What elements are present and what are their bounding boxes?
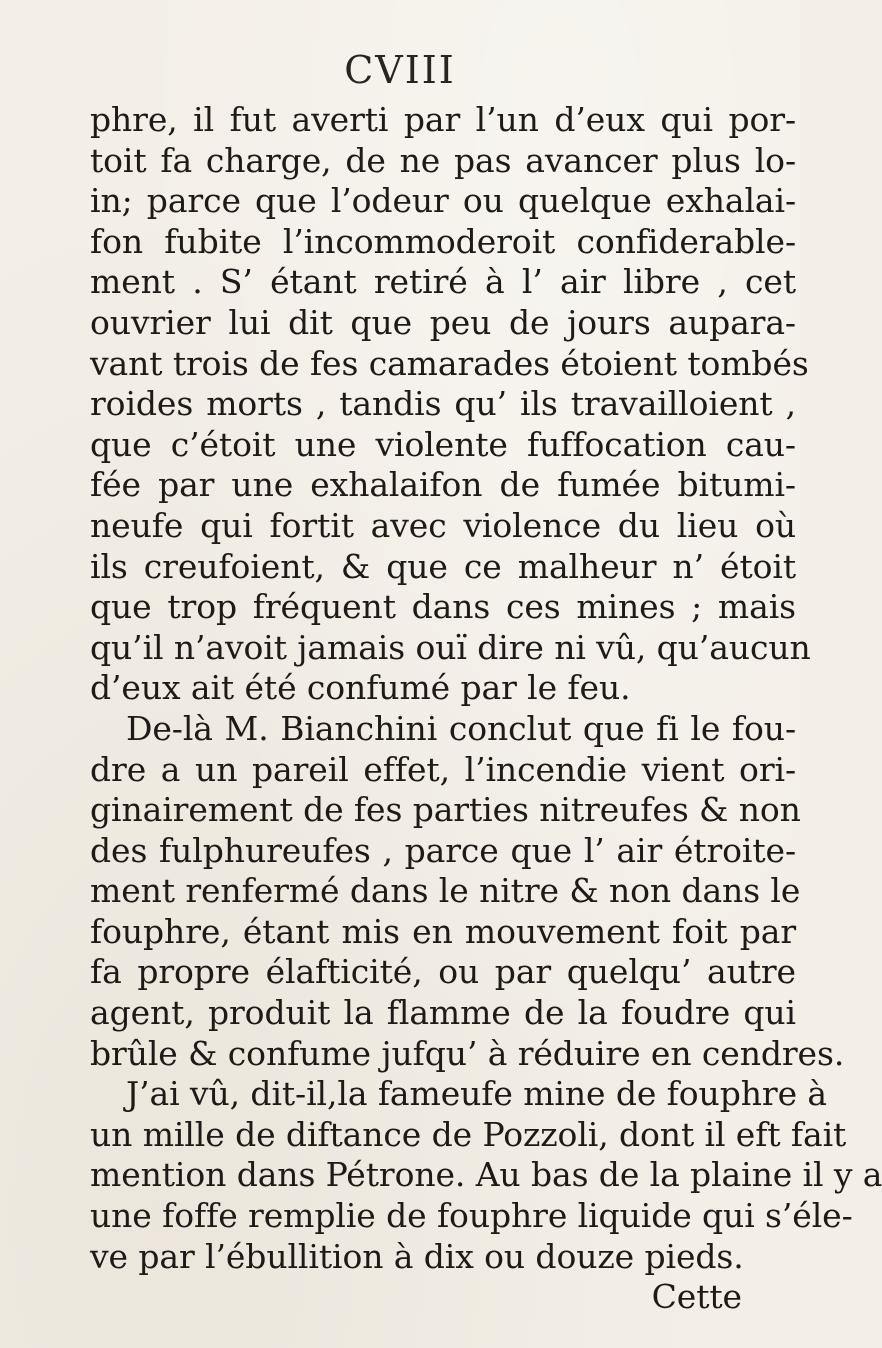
text-line: mention dans Pétrone. Au bas de la plaine il y a (90, 1155, 882, 1195)
text-line: dre a un pareil effet, l’incendie vient ori- (90, 749, 796, 789)
body-text (90, 100, 882, 1318)
text-line: que trop fréquent dans ces mines ; mais (90, 587, 796, 627)
text-line: ment renfermé dans le nitre & non dans le (90, 871, 801, 911)
text-line: fa propre élafticité, ou par quelqu’ autre (90, 952, 796, 992)
text-line: agent, produit la flamme de la foudre qui (90, 993, 796, 1033)
text-line: De-là M. Bianchini conclut que fi le fou- (126, 708, 796, 748)
text-line: brûle & confume jufqu’ à réduire en cendres. (90, 1033, 845, 1073)
page-folio: CVIII (344, 48, 456, 92)
text-line: J’ai vû, dit-il,la fameufe mine de fouphre à (126, 1074, 827, 1114)
text-line: un mille de diftance de Pozzoli, dont il eft fait (90, 1114, 847, 1154)
text-line: phre, il fut averti par l’un d’eux qui por- (90, 100, 796, 139)
text-line: toit fa charge, de ne pas avancer plus lo- (90, 140, 796, 180)
text-line: in; parce que l’odeur ou quelque exhalai- (90, 181, 796, 221)
text-line: roides morts , tandis qu’ ils travailloient , (90, 384, 796, 424)
catchword: Cette (651, 1277, 742, 1317)
text-line: fouphre, étant mis en mouvement foit par (90, 911, 796, 951)
text-line: une foffe remplie de fouphre liquide qui s’éle- (90, 1196, 853, 1236)
text-line: d’eux ait été confumé par le feu. (90, 668, 631, 708)
text-line: neufe qui fortit avec violence du lieu où (90, 505, 796, 545)
text-line: des fulphureufes , parce que l’ air étroite- (90, 830, 796, 870)
text-line: qu’il n’avoit jamais ouï dire ni vû, qu’aucun (90, 627, 811, 667)
text-line: ginairement de fes parties nitreufes & non (90, 790, 801, 830)
text-line: vant trois de fes camarades étoient tombés (90, 343, 809, 383)
text-line: que c’étoit une violente fuffocation cau- (90, 424, 796, 464)
text-line: ils creufoient, & que ce malheur n’ étoit (90, 546, 796, 586)
text-line: fée par une exhalaifon de fumée bitumi- (90, 465, 796, 505)
text-line: ment . S’ étant retiré à l’ air libre , cet (90, 262, 796, 302)
text-line: fon fubite l’incommoderoit confiderable- (90, 221, 796, 261)
text-line: ve par l’ébullition à dix ou douze pieds. (90, 1236, 744, 1276)
text-line: ouvrier lui dit que peu de jours aupara- (90, 302, 796, 342)
